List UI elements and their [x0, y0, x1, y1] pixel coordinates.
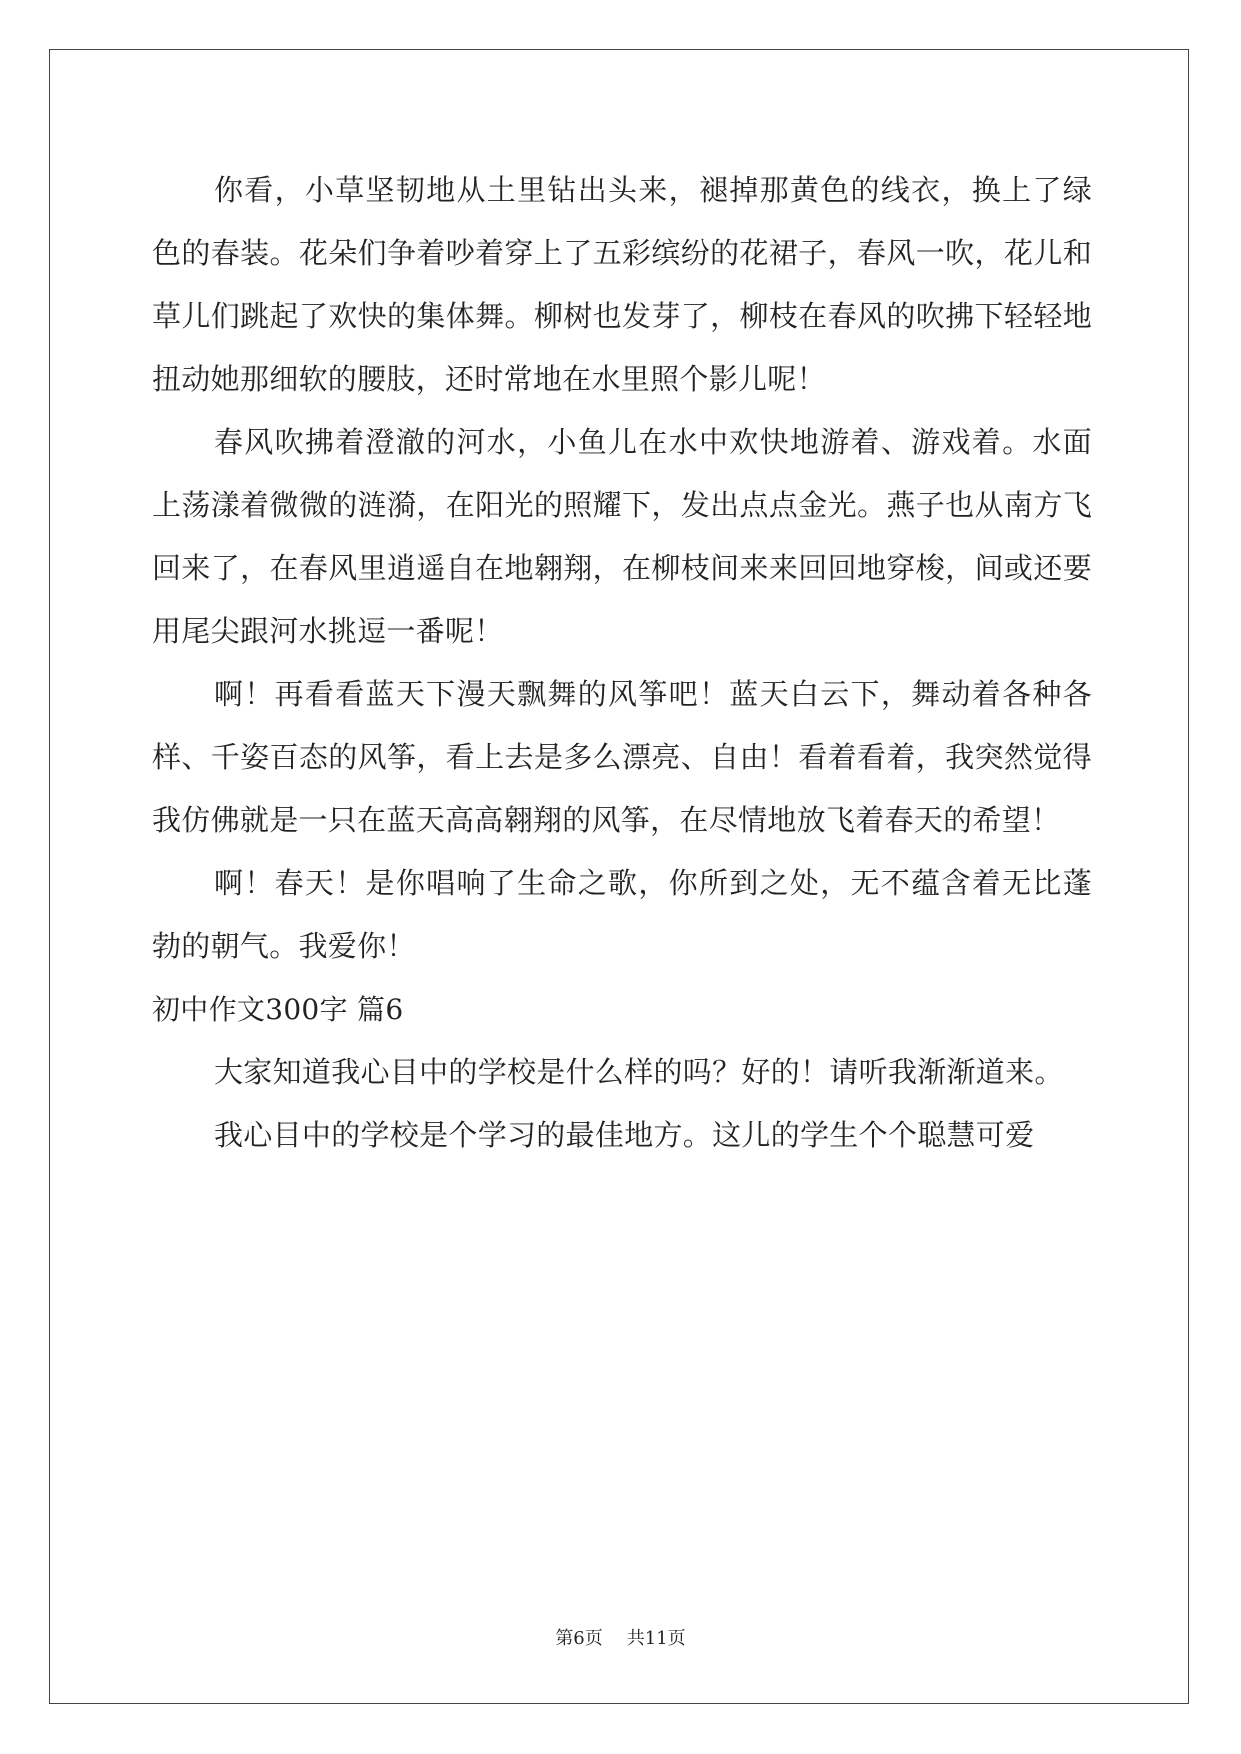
paragraph-ode-to-spring: 啊！春天！是你唱响了生命之歌，你所到之处，无不蕴含着无比蓬勃的朝气。我爱你！	[152, 866, 1092, 963]
section-heading: 初中作文300字 篇6	[152, 993, 404, 1026]
paragraph-school-intro: 大家知道我心目中的学校是什么样的吗？好的！请听我渐渐道来。	[214, 1055, 1064, 1089]
page-number: 第6页	[555, 1628, 603, 1649]
document-body	[152, 159, 1092, 1167]
paragraph-kites: 啊！再看看蓝天下漫天飘舞的风筝吧！蓝天白云下，舞动着各种各样、千姿百态的风筝，看上去是多么漂亮、自由！看着看着，我突然觉得我仿佛就是一只在蓝天高高翱翔的风筝，在尽情地放飞着春天的希望！	[152, 677, 1092, 837]
paragraph-spring-grass: 你看，小草坚韧地从土里钻出头来，褪掉那黄色的线衣，换上了绿色的春装。花朵们争着吵着穿上了五彩缤纷的花裙子，春风一吹，花儿和草儿们跳起了欢快的集体舞。柳树也发芽了，柳枝在春风的吹拂下轻轻地扭动她那细软的腰肢，还时常地在水里照个影儿呢！	[152, 173, 1092, 396]
page-footer	[0, 1624, 1241, 1650]
page-total: 共11页	[626, 1628, 686, 1649]
paragraph-school-best-place: 我心目中的学校是个学习的最佳地方。这儿的学生个个聪慧可爱	[214, 1118, 1035, 1152]
paragraph-spring-river: 春风吹拂着澄澈的河水，小鱼儿在水中欢快地游着、游戏着。水面上荡漾着微微的涟漪，在阳光的照耀下，发出点点金光。燕子也从南方飞回来了，在春风里逍遥自在地翱翔，在柳枝间来来回回地穿梭，间或还要用尾尖跟河水挑逗一番呢！	[152, 425, 1092, 648]
